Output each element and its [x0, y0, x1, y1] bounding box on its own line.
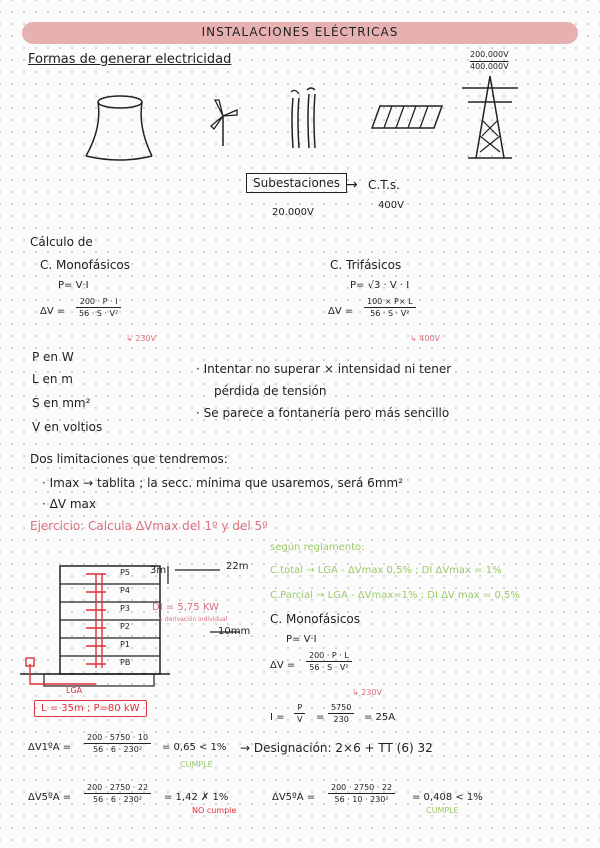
- exercise-title: Ejercicio: Calcula ΔVmax del 1º y del 5º: [30, 519, 268, 533]
- building-height: 3m: [150, 565, 167, 576]
- tri-power: P= √3 · V · I: [350, 280, 410, 291]
- unit-l: L en m: [32, 372, 73, 386]
- hydro-pipes-icon: [285, 88, 325, 150]
- tri-note: ↳ 400V: [410, 334, 440, 343]
- reglamento-1: C.total → LGA - ΔVmax 0,5% ; DI ΔVmax = 1%: [270, 565, 502, 576]
- tri-dv-den: 56 · S · V²: [370, 309, 410, 318]
- reglamento-title: según reglamento:: [270, 542, 365, 553]
- exercise-mono-dv-num: 200 · P · L: [306, 651, 352, 662]
- lga-label: LGA: [66, 686, 83, 695]
- cooling-tower-icon: [80, 88, 160, 163]
- result-1-status: CUMPLE: [180, 760, 213, 769]
- bullet-2: · Se parece a fontanería pero más sencillo: [196, 406, 450, 420]
- unit-p: P en W: [32, 350, 74, 364]
- current-number-fraction: [328, 703, 354, 724]
- unit-v: V en voltios: [32, 420, 103, 434]
- result-1-fraction: [84, 733, 151, 754]
- calc-heading: Cálculo de: [30, 235, 93, 249]
- floor-p2: P2: [120, 622, 130, 631]
- heading-forms: Formas de generar electricidad: [28, 52, 232, 67]
- substation-box: Subestaciones: [246, 173, 347, 193]
- exercise-mono-note: ↳ 230V: [352, 688, 382, 697]
- substation-arrow: →: [346, 177, 358, 193]
- mono-dv-fraction: [76, 297, 121, 318]
- current-formula-fraction: [294, 703, 305, 724]
- result-1-den: 56 · 6 · 230²: [93, 745, 143, 754]
- voltage-top-2: 400.000V: [470, 62, 509, 71]
- solar-panel-icon: [372, 104, 444, 130]
- floor-p3: P3: [120, 604, 130, 613]
- bullet-1-cont: pérdida de tensión: [214, 384, 327, 398]
- exercise-mono-title: C. Monofásicos: [270, 612, 361, 626]
- floor-p1: P1: [120, 640, 130, 649]
- tri-dv-num: 100 × P× L: [364, 297, 416, 308]
- result-3-fraction: [328, 783, 395, 804]
- tri-dv-lhs: ΔV =: [328, 306, 354, 317]
- di-label: DI = 5,75 KW: [152, 602, 219, 613]
- result-3-status: CUMPLE: [426, 806, 459, 815]
- result-2-lhs: ΔV5ºA =: [28, 792, 72, 803]
- result-2-den: 56 · 6 · 230²: [93, 795, 143, 804]
- mono-power: P= V·I: [58, 280, 89, 291]
- current-result: = 25A: [364, 712, 396, 723]
- result-1-num: 200 · 5750 · 10: [84, 733, 151, 744]
- tri-dv-fraction: [364, 297, 416, 318]
- di-sub: ↳ derivación individual: [158, 616, 228, 623]
- exercise-mono-dv-lhs: ΔV =: [270, 660, 296, 671]
- current-number-den: 230: [333, 715, 349, 724]
- mono-dv-num: 200 · P · I: [76, 297, 121, 308]
- result-1-value: = 0,65 < 1%: [162, 742, 227, 753]
- substation-voltage-right: 400V: [378, 200, 404, 211]
- exercise-mono-dv-fraction: [306, 651, 352, 672]
- limit-1: · Imax → tablita ; la secc. mínima que usaremos, será 6mm²: [42, 476, 404, 490]
- lga-box: L = 35m ; P=80 kW: [34, 700, 147, 717]
- mono-note: ↳ 230V: [126, 334, 156, 343]
- result-1-lhs: ΔV1ºA =: [28, 742, 72, 753]
- exercise-mono-dv-den: 56 · S · V²: [309, 663, 349, 672]
- building-diagram: [20, 560, 270, 720]
- voltage-top-1: 200.000V: [470, 50, 509, 59]
- result-3-den: 56 · 10 · 230²: [334, 795, 389, 804]
- limit-2: · ΔV max: [42, 497, 97, 511]
- mono-dv-lhs: ΔV =: [40, 306, 66, 317]
- current-eq: =: [316, 712, 325, 723]
- result-2-value: = 1,42 ✗ 1%: [164, 792, 229, 803]
- reglamento-2: C.Parcial → LGA - ΔVmax=1% ; DI ΔV max = 0,5%: [270, 590, 520, 601]
- floor-p5: P5: [120, 568, 130, 577]
- current-number-num: 5750: [328, 703, 354, 714]
- building-length: 22m: [226, 561, 249, 572]
- floor-pb: PB: [120, 658, 131, 667]
- substation-target: C.T.s.: [368, 178, 400, 192]
- result-2-fraction: [84, 783, 151, 804]
- result-3-lhs: ΔV5ºA =: [272, 792, 316, 803]
- current-formula-num: P: [294, 703, 305, 714]
- page-title: INSTALACIONES ELÉCTRICAS: [201, 25, 399, 39]
- result-2-status: NO cumple: [192, 806, 237, 815]
- bullet-1: · Intentar no superar × intensidad ni tener: [196, 362, 452, 376]
- unit-s: S en mm²: [32, 396, 91, 410]
- limits-heading: Dos limitaciones que tendremos:: [30, 452, 228, 466]
- result-2-num: 200 · 2750 · 22: [84, 783, 151, 794]
- mono-dv-den: 56 · S · V²: [79, 309, 119, 318]
- di-length: 10mm: [218, 626, 251, 637]
- exercise-mono-power: P= V·I: [286, 634, 317, 645]
- wind-turbine-icon: [205, 98, 241, 148]
- mono-title: C. Monofásicos: [40, 258, 131, 272]
- result-3-num: 200 · 2750 · 22: [328, 783, 395, 794]
- tri-title: C. Trifásicos: [330, 258, 402, 272]
- designacion: → Designación: 2×6 + TT (6) 32: [240, 741, 433, 755]
- current-lhs: I =: [270, 712, 285, 723]
- current-formula-den: V: [297, 715, 303, 724]
- power-tower-icon: [462, 72, 520, 160]
- result-3-value: = 0,408 < 1%: [412, 792, 483, 803]
- floor-p4: P4: [120, 586, 130, 595]
- substation-voltage-left: 20.000V: [272, 207, 314, 218]
